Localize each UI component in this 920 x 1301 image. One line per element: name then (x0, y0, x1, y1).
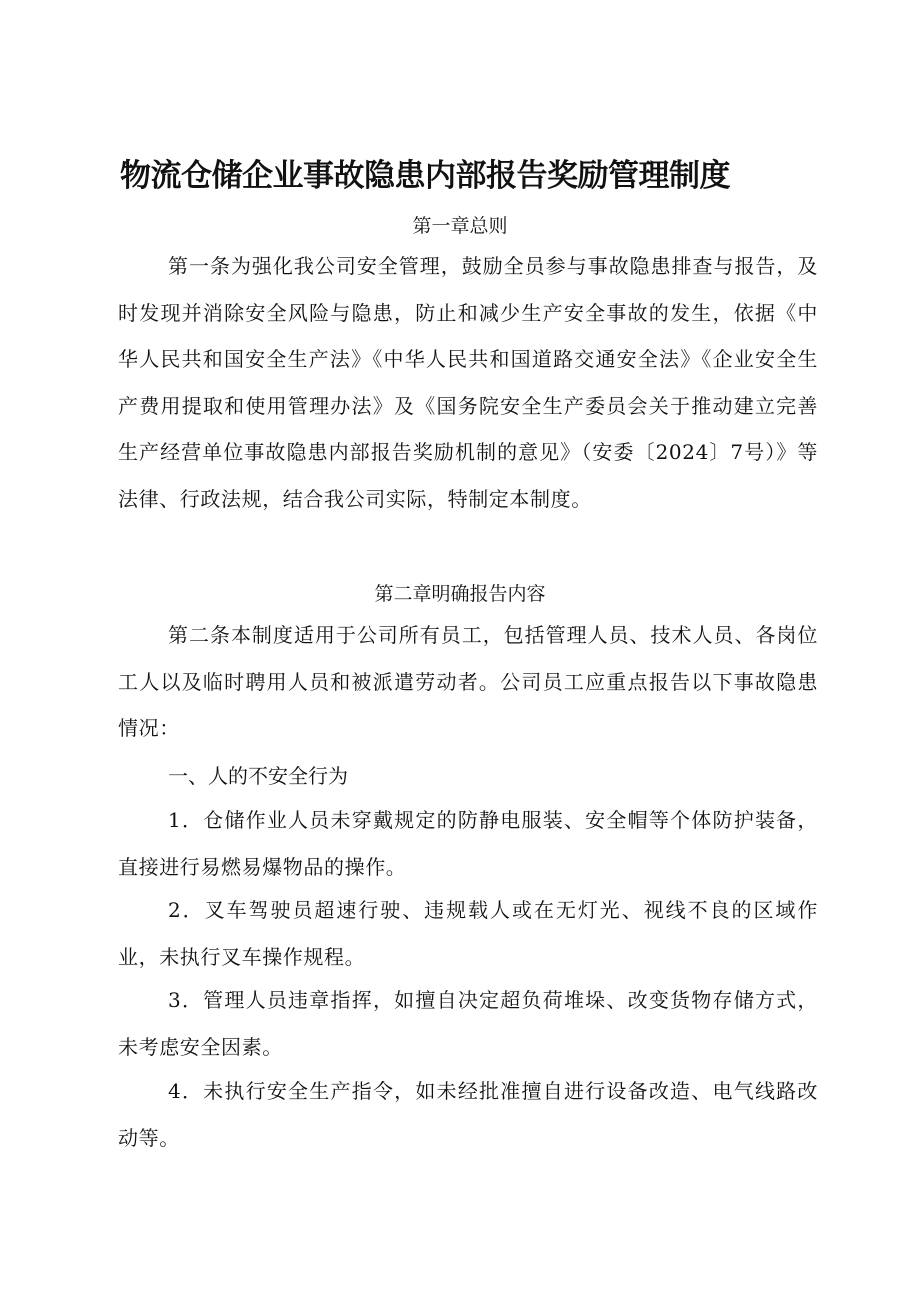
list-item-3-text: 3．管理人员违章指挥，如擅自决定超负荷堆垛、改变货物存储方式，未考虑安全因素。 (118, 988, 818, 1059)
document-title: 物流仓储企业事故隐患内部报告奖励管理制度 (120, 158, 730, 194)
list-item-1 (118, 797, 818, 890)
list-item-2 (118, 887, 818, 980)
chapter-1-heading: 第一章总则 (412, 215, 508, 237)
chapter-2-heading: 第二章明确报告内容 (374, 583, 546, 605)
list-item-4-text: 4．未执行安全生产指令，如未经批准擅自进行设备改造、电气线路改动等。 (118, 1079, 818, 1150)
article-1-lead: 第一条为强 (168, 254, 273, 278)
article-2-text: 制度适用于公司所有员工，包括管理人员、技术人员、各岗位工人以及临时聘用人员和被派遣劳动者。公司员工应重点报告以下事故隐患情况： (118, 623, 818, 740)
list-item-1-text: 1．仓储作业人员未穿戴规定的防静电服装、安全帽等个体防护装备，直接进行易燃易爆物品的操作。 (118, 808, 818, 879)
article-2 (118, 612, 818, 752)
article-1-text: 化我公司安全管理，鼓励全员参与事故隐患排查与报告，及时发现并消除安全风险与隐患，防止和减少生产安全事故的发生，依据《中华人民共和国安全生产法》《中华人民共和国道路交通安全法》《企业安全生产费用提取和使用管理办法》及《国务院安全生产委员会关于推动建立完善生产经营单位事故隐患内部报告奖励机制的意见》（安委〔2024〕7号）》等法律、行政法规，结合我公司实际，特制定本制度。 (118, 254, 818, 511)
section-1-heading: 一、人的不安全行为 (168, 764, 348, 788)
list-item-2-text: 2．叉车驾驶员超速行驶、违规载人或在无灯光、视线不良的区域作业，未执行叉车操作规程。 (118, 898, 818, 969)
list-item-4 (118, 1068, 818, 1161)
list-item-3 (118, 977, 818, 1070)
article-1 (118, 243, 818, 522)
article-2-lead: 第二条本 (168, 623, 252, 647)
